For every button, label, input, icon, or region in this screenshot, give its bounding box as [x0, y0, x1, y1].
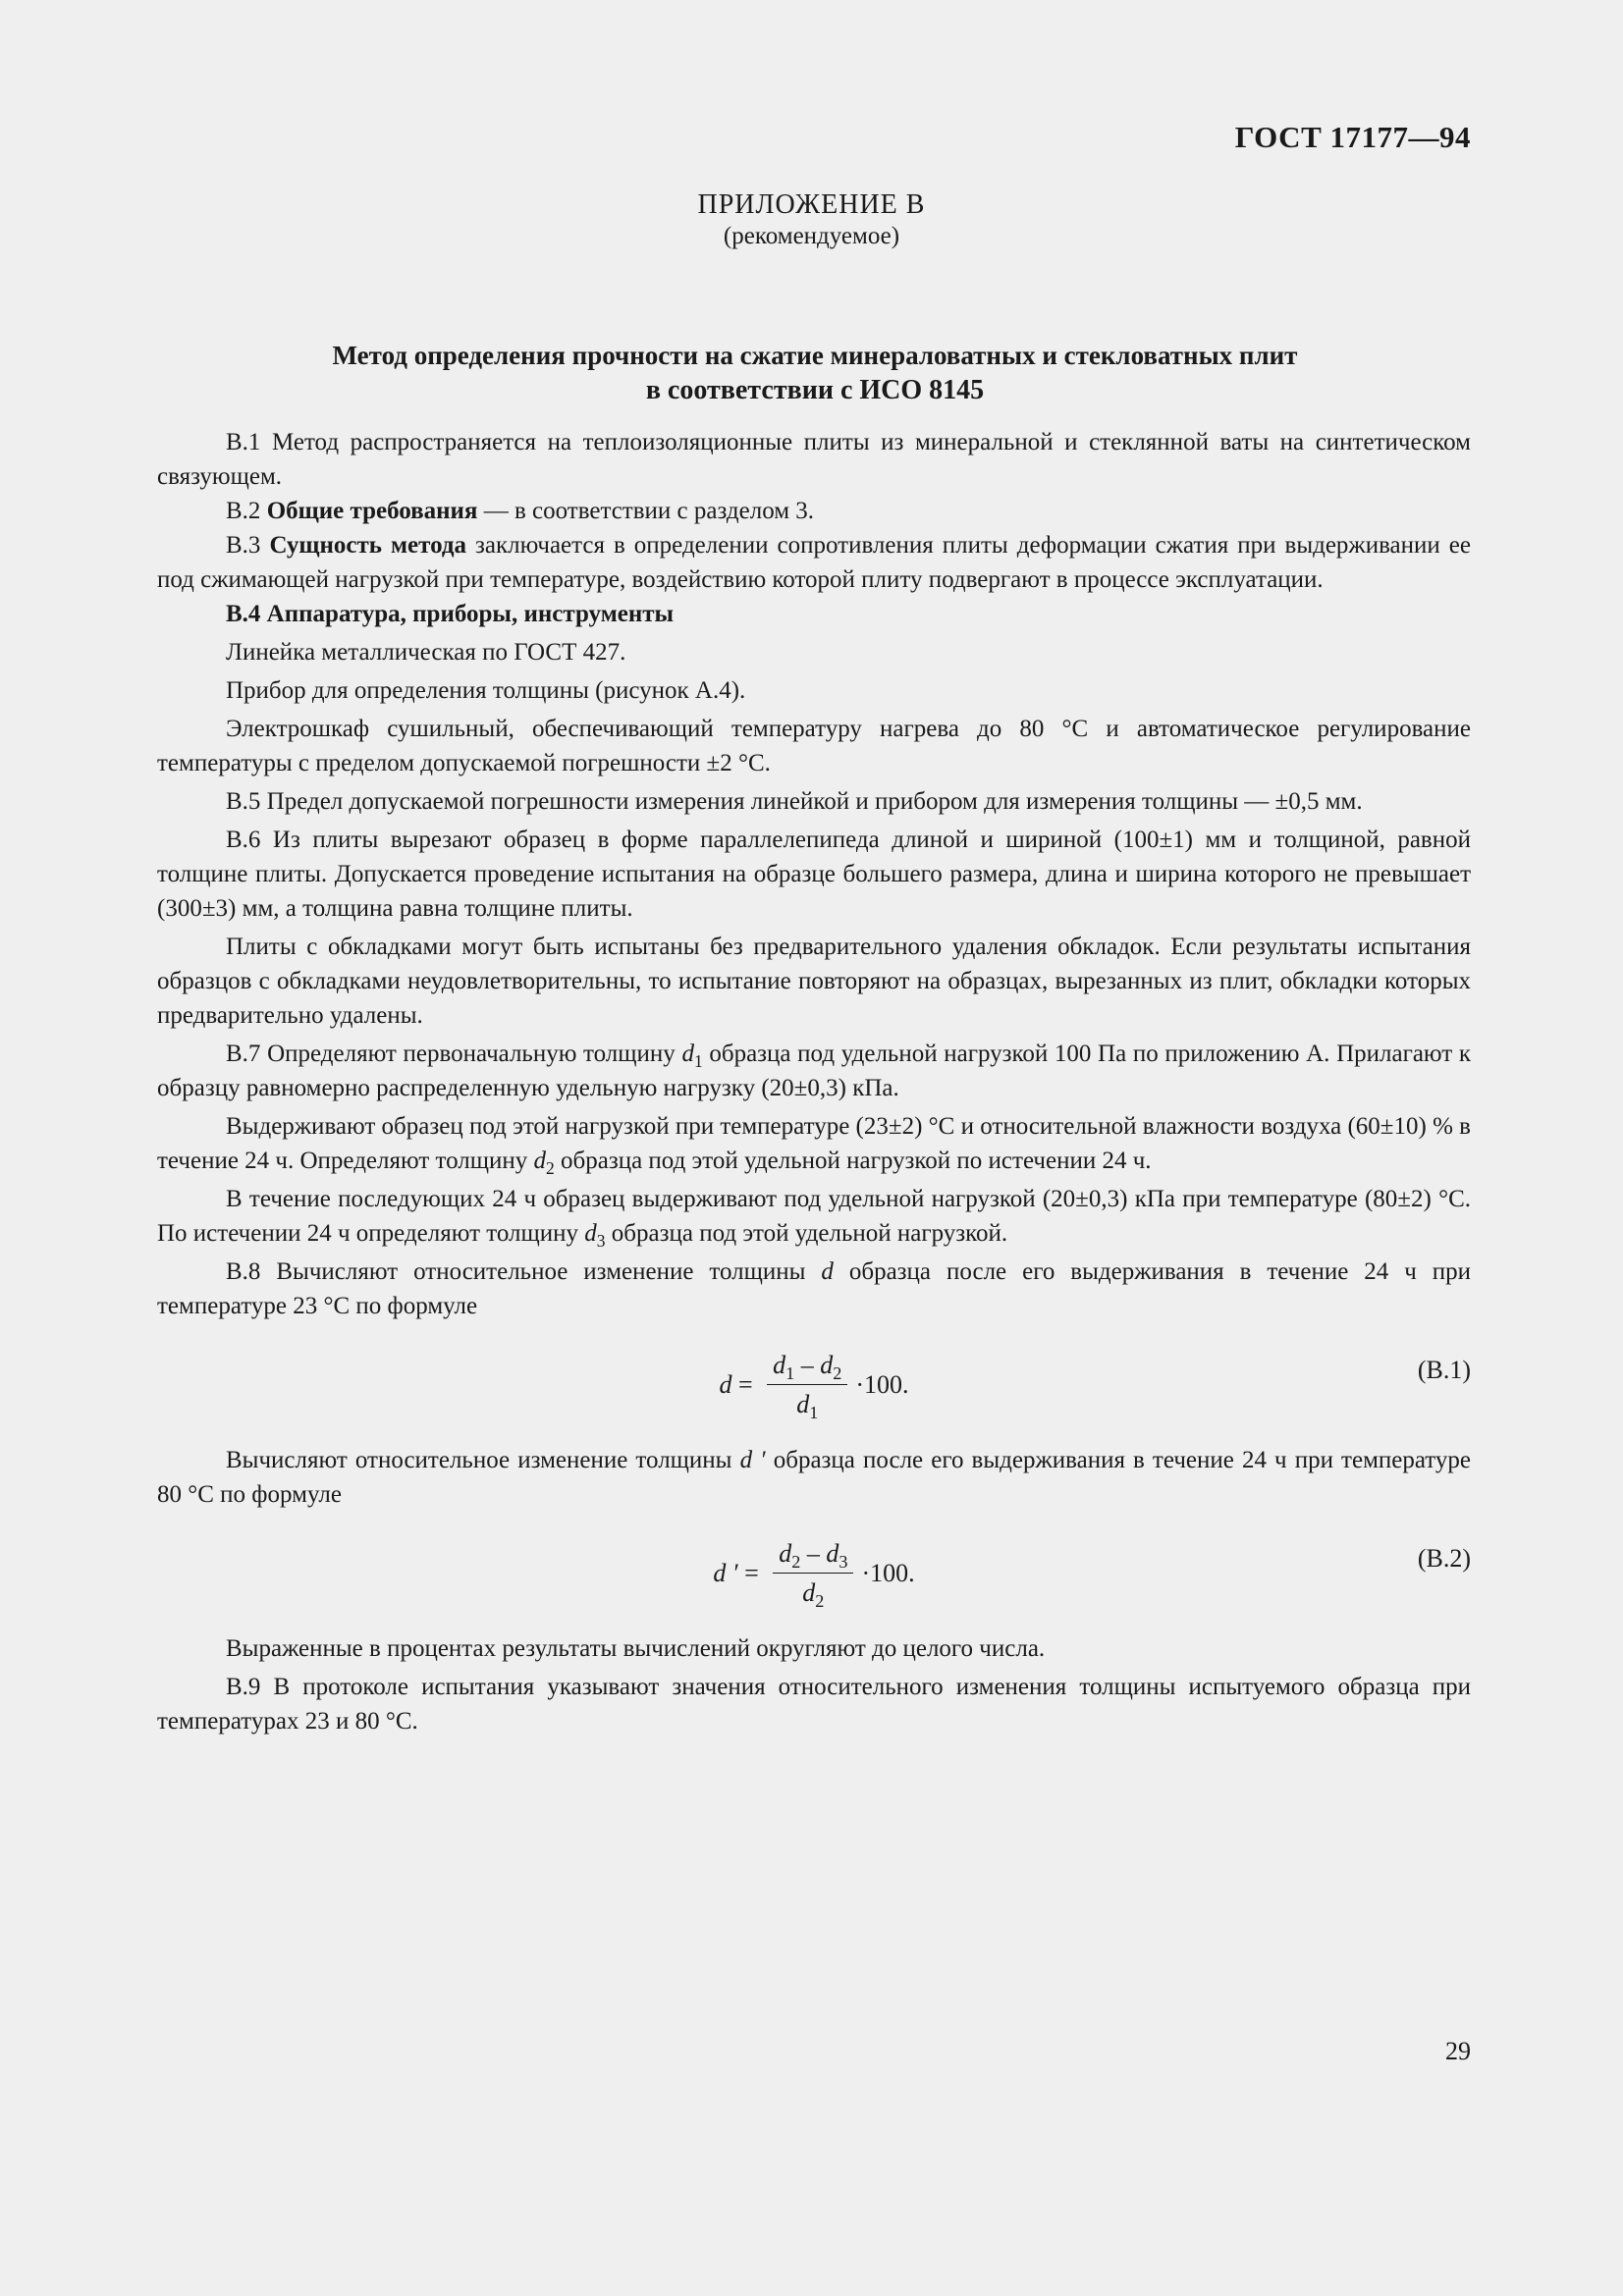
paragraph-b5: В.5 Предел допускаемой погрешности измерения линейкой и прибором для измерения толщины — ±0,5 мм. — [226, 788, 1363, 815]
text-run: образца после его выдерживания в течение 24 ч при температуре 23 °С по формуле — [157, 1258, 1471, 1319]
subscript: 2 — [546, 1158, 555, 1178]
text-run: образца под этой удельной нагрузкой. — [605, 1220, 1008, 1247]
paragraph-b7 — [157, 1037, 1471, 1105]
multiplier: ·100. — [861, 1558, 915, 1587]
numerator — [773, 1536, 853, 1574]
symbol-d-prime: d ′ — [713, 1558, 738, 1587]
equipment-item-2: Прибор для определения толщины (рисунок А.4). — [226, 677, 746, 704]
clause-text: заключается в определении сопротивления плиты деформации сжатия при выдерживании ее под сжимающей нагрузкой при температуре, воздействию которой плиту подвергают в процессе эксплуатации. — [157, 532, 1472, 593]
appendix-status: (рекомендуемое) — [723, 223, 900, 249]
paragraph-b6-2: Плиты с обкладками могут быть испытаны без предварительного удаления обкладок. Если результаты испытания образцов с обкладками неудовлетворительны, то испытание повторяют на образцах, вырезанных из плит, обкладки которых предварительно удалены. — [157, 934, 1471, 1029]
paragraph-b8-2 — [157, 1443, 1471, 1512]
clause-heading: Общие требования — [266, 498, 478, 524]
symbol-d: d — [719, 1369, 732, 1399]
denominator — [802, 1574, 824, 1610]
clause-heading: В.4 Аппаратура, приборы, инструменты — [226, 601, 675, 627]
clause-text: — в соответствии с разделом 3. — [477, 498, 815, 524]
standard-code: ГОСТ 17177—94 — [1234, 120, 1471, 154]
formula-b2 — [157, 1523, 1471, 1622]
paragraph-b4-heading — [157, 597, 1471, 631]
equals-sign: = — [737, 1558, 766, 1587]
symbol-d: d — [533, 1148, 547, 1174]
text-run: Вычисляют относительное изменение толщины — [226, 1447, 740, 1473]
paragraph-b1: В.1 Метод распространяется на теплоизоляционные плиты из минеральной и стеклянной ваты на синтетическом связующем. — [157, 429, 1471, 490]
symbol-d-prime: d ′ — [739, 1447, 766, 1473]
text-run: В течение последующих 24 ч образец выдерживают под удельной нагрузкой (20±0,3) кПа при температуре (80±2) °С. По истечении 24 ч определяют толщину — [157, 1186, 1471, 1247]
paragraph-b3 — [157, 528, 1471, 597]
symbol-d: d — [802, 1577, 816, 1607]
symbol-d: d — [779, 1538, 792, 1568]
paragraph-b7-2 — [157, 1109, 1471, 1178]
minus-sign: – — [800, 1538, 827, 1568]
subscript: 3 — [596, 1231, 606, 1251]
equipment-item-3: Электрошкаф сушильный, обеспечивающий температуру нагрева до 80 °С и автоматическое регулирование температуры с пределом допускаемой погрешности ±2 °С. — [157, 716, 1471, 776]
subscript: 2 — [833, 1362, 842, 1383]
subscript: 2 — [791, 1551, 801, 1572]
page-number: 29 — [1445, 2037, 1471, 2065]
clause-number: В.3 — [226, 532, 261, 559]
text-run: В.8 Вычисляют относительное изменение толщины — [226, 1258, 822, 1285]
text-run: образца под удельной нагрузкой 100 Па по приложению А. Прилагают к образцу равномерно распределенную удельную нагрузку (20±0,3) кПа. — [157, 1041, 1471, 1101]
paragraph-b2 — [157, 494, 1471, 528]
symbol-d: d — [796, 1389, 810, 1418]
numerator — [767, 1348, 847, 1385]
clause-number: В.2 — [226, 498, 261, 524]
symbol-d: d — [773, 1350, 786, 1379]
text-run: образца после его выдерживания в течение 24 ч при температуре 80 °С по формуле — [157, 1447, 1472, 1508]
title-line-2: в соответствии с ИСО 8145 — [645, 375, 985, 405]
paragraph-b8-3: Выраженные в процентах результаты вычислений округляют до целого числа. — [226, 1635, 1046, 1662]
multiplier: ·100. — [855, 1369, 909, 1399]
subscript: 2 — [815, 1590, 825, 1611]
symbol-d: d — [826, 1538, 839, 1568]
denominator — [796, 1385, 818, 1421]
appendix-heading — [0, 188, 1623, 251]
fraction — [773, 1536, 853, 1610]
text-run: образца под этой удельной нагрузкой по истечении 24 ч. — [554, 1148, 1152, 1174]
body-text — [157, 425, 1471, 1738]
formula-number: (В.2) — [1417, 1544, 1471, 1573]
symbol-d: d — [821, 1258, 834, 1285]
text-run: В.7 Определяют первоначальную толщину — [226, 1041, 682, 1067]
symbol-d: d — [820, 1350, 834, 1379]
formula-expression — [157, 1523, 1471, 1622]
symbol-d: d — [681, 1041, 694, 1067]
appendix-label: ПРИЛОЖЕНИЕ В — [697, 189, 926, 220]
equipment-item-1: Линейка металлическая по ГОСТ 427. — [226, 639, 626, 666]
symbol-d: d — [584, 1220, 597, 1247]
paragraph-b7-3 — [157, 1182, 1471, 1251]
title-line-1: Метод определения прочности на сжатие минераловатных и стекловатных плит — [332, 341, 1298, 370]
subscript: 1 — [809, 1402, 819, 1422]
paragraph-b9: В.9 В протоколе испытания указывают значения относительного изменения толщины испытуемого образца при температурах 23 и 80 °С. — [157, 1674, 1471, 1735]
paragraph-b6: В.6 Из плиты вырезают образец в форме параллелепипеда длиной и шириной (100±1) мм и толщиной, равной толщине плиты. Допускается проведение испытания на образце большего размера, длина и ширина которого не превышает (300±3) мм, а толщина равна толщине плиты. — [157, 827, 1471, 922]
clause-heading: Сущность метода — [269, 532, 467, 559]
subscript: 1 — [693, 1051, 703, 1071]
formula-number: (В.1) — [1417, 1356, 1471, 1384]
formula-b1 — [157, 1335, 1471, 1433]
text-run: Выдерживают образец под этой нагрузкой при температуре (23±2) °С и относительной влажности воздуха (60±10) % в течение 24 ч. Определяют толщину — [157, 1113, 1471, 1174]
minus-sign: – — [794, 1350, 821, 1379]
equals-sign: = — [731, 1369, 760, 1399]
formula-expression — [157, 1335, 1471, 1433]
subscript: 1 — [785, 1362, 795, 1383]
fraction — [767, 1348, 847, 1421]
section-title — [157, 339, 1473, 407]
paragraph-b8 — [157, 1255, 1471, 1323]
subscript: 3 — [839, 1551, 848, 1572]
